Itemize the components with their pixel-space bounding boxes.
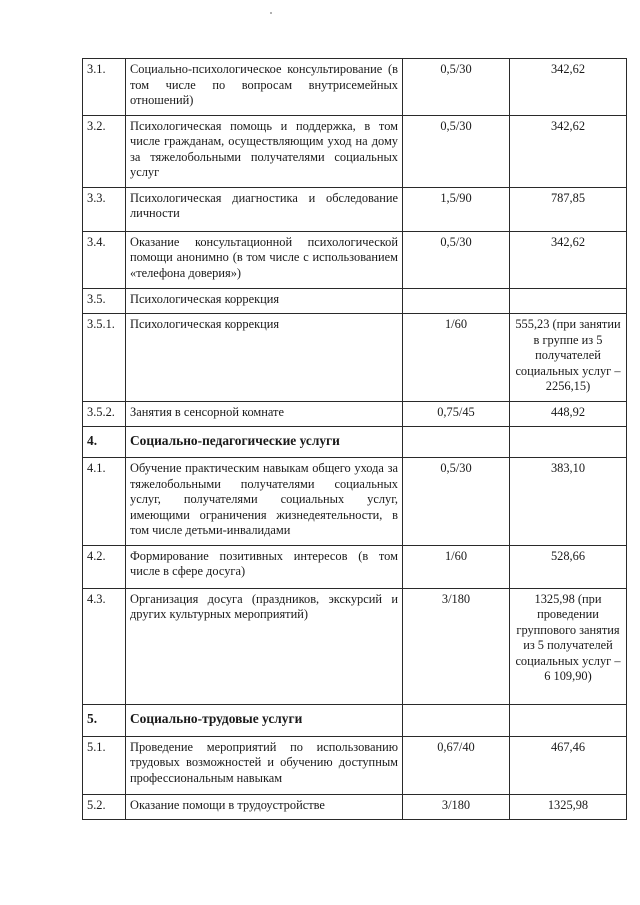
time-norm: 0,5/30 <box>403 458 510 546</box>
time-norm: 0,75/45 <box>403 401 510 427</box>
section-number: 4. <box>83 427 126 458</box>
service-name: Организация досуга (праздников, экскурсий и других культурных мероприятий) <box>126 588 403 704</box>
table-row <box>83 115 627 187</box>
row-number: 5.1. <box>83 736 126 794</box>
table-row <box>83 231 627 288</box>
service-price: 467,46 <box>510 736 627 794</box>
section-title: Социально-педагогические услуги <box>126 427 403 458</box>
table-row <box>83 59 627 116</box>
table-row <box>83 187 627 231</box>
row-number: 4.2. <box>83 545 126 588</box>
time-norm: 0,5/30 <box>403 115 510 187</box>
service-price: 383,10 <box>510 458 627 546</box>
row-number: 3.2. <box>83 115 126 187</box>
row-number: 4.1. <box>83 458 126 546</box>
time-norm: 0,5/30 <box>403 231 510 288</box>
service-price: 1325,98 <box>510 794 627 820</box>
service-price: 1325,98 (при проведении группового занятия из 5 получателей социальных услуг – 6 109,90) <box>510 588 627 704</box>
time-norm: 3/180 <box>403 588 510 704</box>
row-number: 5.2. <box>83 794 126 820</box>
table-row <box>83 736 627 794</box>
table-row <box>83 288 627 314</box>
service-price: 342,62 <box>510 59 627 116</box>
service-price: 555,23 (при занятии в группе из 5 получателей социальных услуг – 2256,15) <box>510 314 627 402</box>
service-price: 342,62 <box>510 231 627 288</box>
table-row <box>83 545 627 588</box>
service-name: Психологическая коррекция <box>126 314 403 402</box>
row-number: 3.4. <box>83 231 126 288</box>
table-row <box>83 401 627 427</box>
table-row <box>83 458 627 546</box>
service-price: 342,62 <box>510 115 627 187</box>
section-title: Социально-трудовые услуги <box>126 704 403 736</box>
time-norm: 1,5/90 <box>403 187 510 231</box>
service-price: 528,66 <box>510 545 627 588</box>
service-price <box>510 427 627 458</box>
service-price <box>510 704 627 736</box>
scan-speck <box>270 12 272 14</box>
row-number: 3.3. <box>83 187 126 231</box>
time-norm: 0,5/30 <box>403 59 510 116</box>
service-name: Психологическая помощь и поддержка, в том числе гражданам, осуществляющим уход на дому за тяжелобольными получателями социальных услуг <box>126 115 403 187</box>
section-number: 5. <box>83 704 126 736</box>
time-norm: 3/180 <box>403 794 510 820</box>
row-number: 3.5.2. <box>83 401 126 427</box>
service-name: Психологическая диагностика и обследование личности <box>126 187 403 231</box>
row-number: 3.1. <box>83 59 126 116</box>
section-header-row <box>83 704 627 736</box>
table-row <box>83 588 627 704</box>
section-header-row <box>83 427 627 458</box>
row-number: 3.5.1. <box>83 314 126 402</box>
row-number: 4.3. <box>83 588 126 704</box>
service-name: Социально-психологическое консультирование (в том числе по вопросам внутрисемейных отношений) <box>126 59 403 116</box>
row-number: 3.5. <box>83 288 126 314</box>
time-norm: 1/60 <box>403 314 510 402</box>
time-norm <box>403 427 510 458</box>
service-price <box>510 288 627 314</box>
service-name: Психологическая коррекция <box>126 288 403 314</box>
service-name: Обучение практическим навыкам общего ухода за тяжелобольными получателями социальных услуг, получателями социальных услуг, имеющими ограничения жизнедеятельности, в том числе детьми-инвалидами <box>126 458 403 546</box>
service-name: Оказание консультационной психологической помощи анонимно (в том числе с использованием «телефона доверия») <box>126 231 403 288</box>
service-name: Занятия в сенсорной комнате <box>126 401 403 427</box>
table-row <box>83 794 627 820</box>
time-norm <box>403 288 510 314</box>
service-price: 448,92 <box>510 401 627 427</box>
time-norm: 0,67/40 <box>403 736 510 794</box>
table-row <box>83 314 627 402</box>
service-name: Формирование позитивных интересов (в том числе в сфере досуга) <box>126 545 403 588</box>
service-price: 787,85 <box>510 187 627 231</box>
services-table <box>82 58 627 820</box>
service-name: Оказание помощи в трудоустройстве <box>126 794 403 820</box>
time-norm <box>403 704 510 736</box>
time-norm: 1/60 <box>403 545 510 588</box>
service-name: Проведение мероприятий по использованию трудовых возможностей и обучению доступным профессиональным навыкам <box>126 736 403 794</box>
